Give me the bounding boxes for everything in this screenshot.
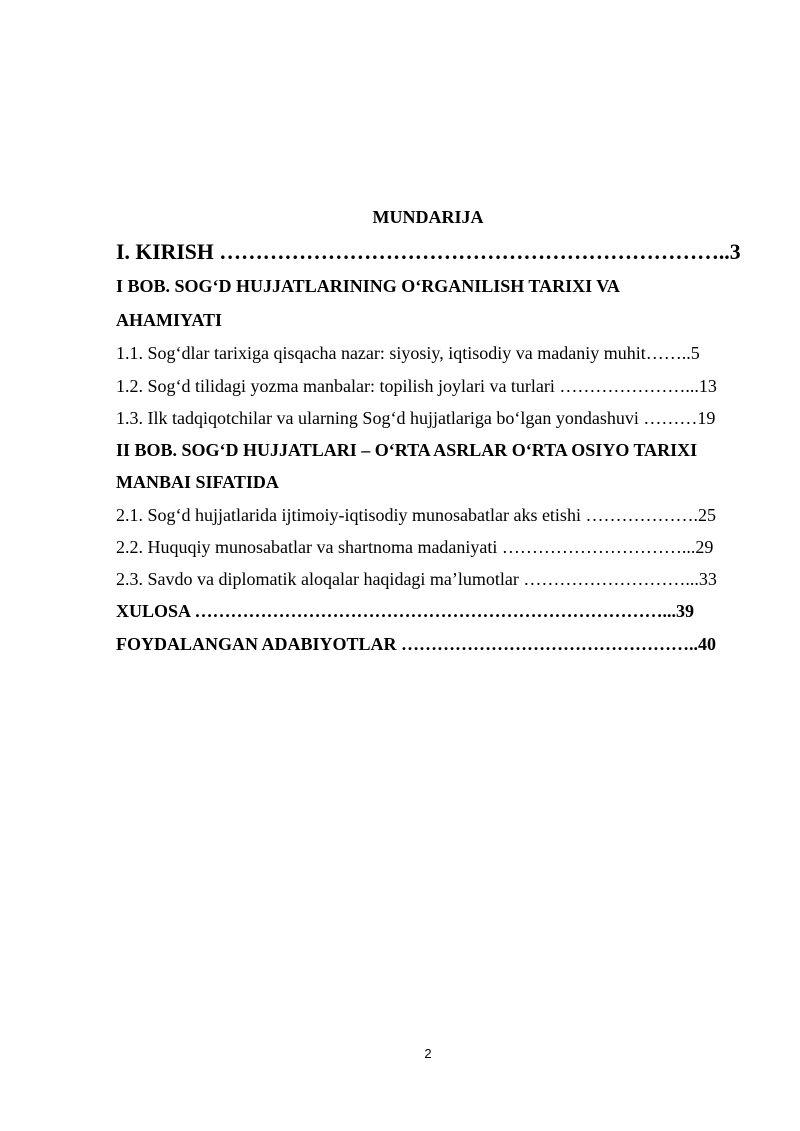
toc-entry-1-2: 1.2. Sog‘d tilidagi yozma manbalar: topilish joylari va turlari …………………...13 [116, 376, 717, 396]
toc-entry-chapter-1-title-cont: AHAMIYATI [116, 310, 223, 330]
toc-entry-kirish: I. KIRISH ……………………………………………………………..3 [116, 239, 741, 264]
toc-entry-2-2: 2.2. Huquqiy munosabatlar va shartnoma madaniyati …………………………...29 [116, 537, 714, 557]
page-number: 2 [424, 1046, 432, 1061]
toc-heading: MUNDARIJA [372, 207, 484, 227]
toc-entry-adabiyotlar: FOYDALANGAN ADABIYOTLAR …………………………………………..40 [116, 634, 717, 654]
toc-entry-chapter-1-title: I BOB. SOG‘D HUJJATLARINING O‘RGANILISH TARIXI VA [116, 276, 620, 296]
toc-entry-chapter-2-title-cont: MANBAI SIFATIDA [116, 472, 279, 492]
toc-entry-1-1: 1.1. Sog‘dlar tarixiga qisqacha nazar: siyosiy, iqtisodiy va madaniy muhit……..5 [116, 343, 700, 363]
toc-entry-1-3: 1.3. Ilk tadqiqotchilar va ularning Sog‘d hujjatlariga bo‘lgan yondashuvi ………19 [116, 408, 716, 428]
toc-entry-2-1: 2.1. Sog‘d hujjatlarida ijtimoiy-iqtisodiy munosabatlar aks etishi ……………….25 [116, 505, 716, 525]
toc-entry-2-3: 2.3. Savdo va diplomatik aloqalar haqidagi ma’lumotlar ………………………...33 [116, 569, 717, 589]
toc-entry-chapter-2-title: II BOB. SOG‘D HUJJATLARI – O‘RTA ASRLAR O‘RTA OSIYO TARIXI [116, 440, 698, 460]
toc-entry-xulosa: XULOSA ……………………………………………………………………...39 [116, 601, 695, 621]
